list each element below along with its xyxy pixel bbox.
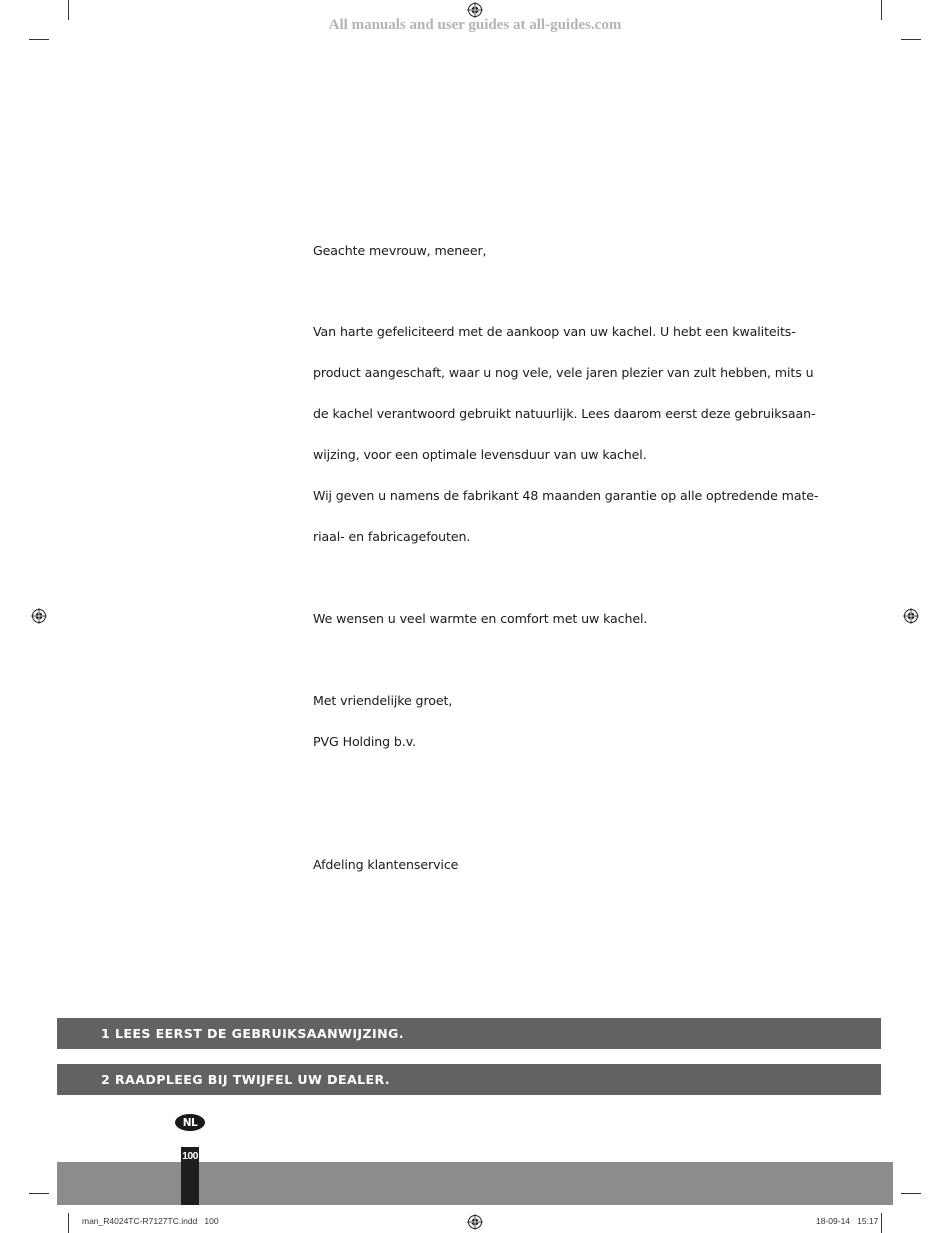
crop-mark-top-right-horizontal xyxy=(901,39,921,40)
letter-line: de kachel verantwoord gebruikt natuurlijk. Lees daarom eerst deze gebruiksaan- xyxy=(313,406,816,421)
letter-line: Van harte gefeliciteerd met de aankoop van uw kachel. U hebt een kwaliteits- xyxy=(313,324,796,339)
page-number: 100 xyxy=(181,1147,199,1205)
crop-mark-bottom-right-vertical xyxy=(881,1213,882,1233)
wish-line: We wensen u veel warmte en comfort met uw kachel. xyxy=(313,611,648,626)
crop-mark-top-right-vertical xyxy=(881,0,882,20)
letter-line: Wij geven u namens de fabrikant 48 maanden garantie op alle optredende mate- xyxy=(313,488,819,503)
watermark-text: All manuals and user guides at all-guides.com xyxy=(328,17,622,33)
language-badge: NL xyxy=(175,1114,205,1131)
closing: Met vriendelijke groet, xyxy=(313,693,453,708)
company-name: PVG Holding b.v. xyxy=(313,734,416,749)
letter-line: riaal- en fabricagefouten. xyxy=(313,529,471,544)
registration-mark-icon xyxy=(467,2,483,18)
registration-mark-icon xyxy=(903,608,919,624)
registration-mark-icon xyxy=(467,1214,483,1230)
slug-datetime: 18-09-14 15:17 xyxy=(816,1216,879,1226)
crop-mark-bottom-left-vertical xyxy=(68,1213,69,1233)
crop-mark-bottom-right-horizontal xyxy=(901,1193,921,1194)
slug-filename: man_R4024TC-R7127TC.indd 100 xyxy=(82,1216,219,1226)
crop-mark-top-left-vertical xyxy=(68,0,69,20)
instruction-band-2: 2 RAADPLEEG BIJ TWIJFEL UW DEALER. xyxy=(57,1064,881,1095)
instruction-band-1: 1 LEES EERST DE GEBRUIKSAANWIJZING. xyxy=(57,1018,881,1049)
letter-line: product aangeschaft, waar u nog vele, vele jaren plezier van zult hebben, mits u xyxy=(313,365,814,380)
salutation: Geachte mevrouw, meneer, xyxy=(313,243,487,258)
registration-mark-icon xyxy=(31,608,47,624)
crop-mark-bottom-left-horizontal xyxy=(29,1193,49,1194)
letter-line: wijzing, voor een optimale levensduur van uw kachel. xyxy=(313,447,647,462)
crop-mark-top-left-horizontal xyxy=(29,39,49,40)
department-name: Afdeling klantenservice xyxy=(313,857,459,872)
